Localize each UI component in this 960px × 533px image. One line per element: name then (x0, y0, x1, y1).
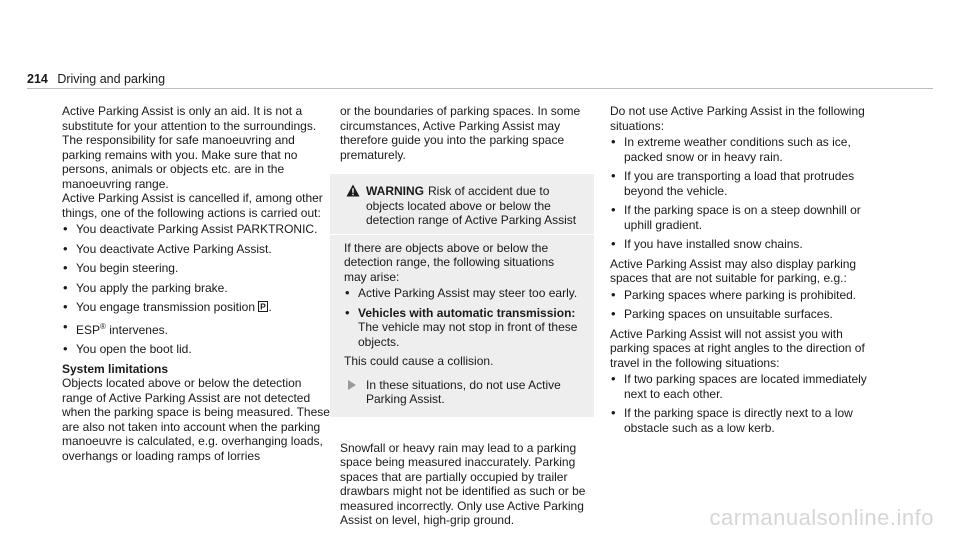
list-item (62, 320, 334, 338)
column-3 (610, 104, 885, 440)
page-number: 214 (27, 72, 48, 86)
warning-header (344, 184, 580, 228)
warning-label: WARNING (366, 184, 424, 198)
list-item: • Parking spaces on unsuitable surfaces. (610, 307, 885, 322)
page-header (27, 72, 165, 86)
warning-body: If there are objects above or below the detection range, the following situations may arise: (344, 240, 555, 284)
do-not-use-paragraph: Do not use Active Parking Assist in the following situations: (610, 104, 865, 133)
registered-mark: ® (100, 321, 106, 331)
list-item (344, 306, 580, 350)
system-limitations-heading: System limitations (62, 361, 169, 376)
warning-title (366, 184, 580, 228)
right-angle-list (610, 372, 885, 435)
right-angle-paragraph: Active Parking Assist will not assist you with parking spaces at right angles to the direction of travel in the following situations: (610, 326, 865, 370)
list-item: • In extreme weather conditions such as ice, packed snow or in heavy rain. (610, 135, 885, 164)
warning-triangle-icon (346, 184, 360, 197)
snowfall-paragraph: Snowfall or heavy rain may lead to a parking space being measured inaccurately. Parking spaces that are partially occupied by trailer drawbars might not be identified as such or be measured incorrectly. Only use Active Parking Assist on level, high-grip ground. (340, 440, 586, 527)
unsuitable-spaces-paragraph: Active Parking Assist may also display parking spaces that are not suitable for parking, e.g.: (610, 256, 857, 285)
action-arrow-icon (348, 380, 356, 390)
esp-label: ESP (76, 322, 101, 337)
list-item: • You open the boot lid. (62, 342, 334, 357)
boundaries-paragraph: or the boundaries of parking spaces. In some circumstances, Active Parking Assist may therefore guide you into the parking space prematurely. (340, 104, 581, 162)
warning-situations-list (344, 286, 580, 349)
column-2 (340, 104, 602, 528)
column-1 (62, 104, 334, 463)
list-item-text: intervenes. (109, 322, 168, 337)
intro-paragraph: Active Parking Assist is only an aid. It is not a substitute for your attention to the surroundings. The responsibility for safe manoeuvring and parking remains with you. Make sure that no persons, animals or objects etc. are in the manoeuvring range. (62, 104, 317, 191)
cancel-actions-list (62, 222, 334, 357)
section-title: Driving and parking (57, 72, 166, 86)
list-item: • If the parking space is directly next to a low obstacle such as a low kerb. (610, 406, 885, 435)
list-item-bold: Vehicles with automatic transmission: (358, 305, 576, 320)
transmission-symbol: P (260, 301, 267, 312)
list-item: • You engage transmission position P . (62, 300, 334, 315)
list-item: • If the parking space is on a steep downhill or uphill gradient. (610, 203, 885, 232)
warning-action-text: In these situations, do not use Active Parking Assist. (366, 377, 561, 406)
list-item: • Active Parking Assist may steer too early. (344, 286, 580, 301)
list-item-text: The vehicle may not stop in front of these objects. (358, 320, 578, 349)
list-item: • You begin steering. (62, 261, 334, 276)
warning-risk-text: Risk of accident due to objects located above or below the detection range of Active Parking Assist (366, 184, 577, 227)
do-not-use-list (610, 135, 885, 252)
list-item: • If you are transporting a load that protrudes beyond the vehicle. (610, 169, 885, 198)
warning-consequence: This could cause a collision. (344, 354, 494, 368)
unsuitable-spaces-list (610, 288, 885, 322)
list-item: • Parking spaces where parking is prohibited. (610, 288, 885, 303)
limitations-paragraph: Objects located above or below the detection range of Active Parking Assist are not detected when the parking space is being measured. These are also not taken into account when the parking manoeuvre is calculated, e.g. overhanging loads, overhangs or loading ramps of lorries (62, 376, 330, 463)
list-item: • You deactivate Parking Assist PARKTRONIC. (62, 222, 334, 237)
list-item: • You apply the parking brake. (62, 281, 334, 296)
list-item: • You deactivate Active Parking Assist. (62, 242, 334, 257)
list-item: • If you have installed snow chains. (610, 237, 885, 252)
warning-divider (330, 234, 594, 235)
transmission-p-icon (258, 301, 268, 312)
watermark: carmanualsonline.info (709, 505, 934, 530)
warning-action (344, 378, 580, 407)
list-item-text: You engage transmission position (76, 300, 256, 314)
header-divider (27, 88, 933, 89)
warning-box (330, 174, 594, 417)
list-item: • If two parking spaces are located immediately next to each other. (610, 372, 885, 401)
cancel-intro-paragraph: Active Parking Assist is cancelled if, among other things, one of the following actions is carried out: (62, 191, 323, 220)
